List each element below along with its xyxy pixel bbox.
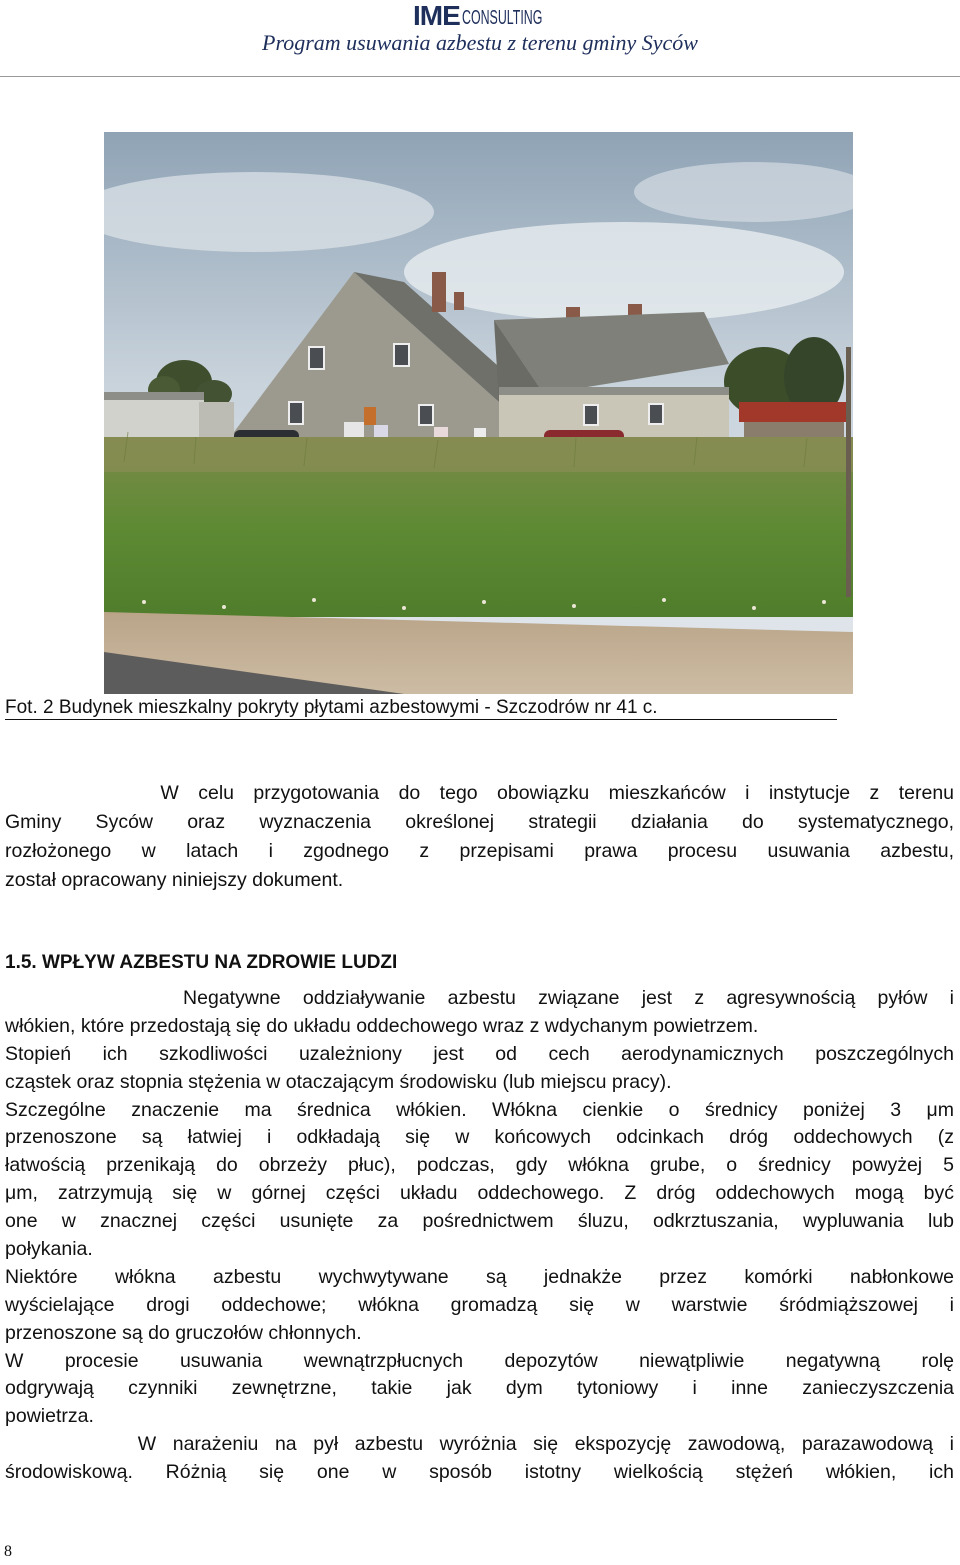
body-line: środowiskową. Różnią się one w sposób istotny wielkością stężeń włókien, ich [5,1461,954,1484]
body-line: cząstek oraz stopnia stężenia w otaczającym środowisku (lub miejscu pracy). [5,1070,672,1093]
body-line: łatwością przenikają do obrzeży płuc), podczas, gdy włókna grube, o średnicy powyżej 5 [5,1154,954,1177]
body-line: Negatywne oddziaływanie azbestu związane jest z agresywnością pyłów i [5,987,954,1009]
photo-caption: Fot. 2 Budynek mieszkalny pokryty płytami azbestowymi - Szczodrów nr 41 c. [5,697,658,718]
intro-line: został opracowany niniejszy dokument. [5,869,344,891]
document-subtitle: Program usuwania azbestu z terenu gminy Syców [262,30,698,55]
body-line: przenoszone są łatwiej i odkładają się w końcowych odcinkach dróg oddechowych (z [5,1126,954,1149]
intro-line: Gminy Syców oraz wyznaczenia określonej strategii działania do systematycznego, [5,811,954,833]
body-line: W narażeniu na pył azbestu wyróżnia się ekspozycję zawodową, parazawodową i [5,1433,954,1456]
ime-consulting-logo [413,2,591,30]
section-body [5,985,954,1487]
intro-paragraph [5,779,954,895]
section-heading: 1.5. WPŁYW AZBESTU NA ZDROWIE LUDZI [5,952,398,973]
intro-line: W celu przygotowania do tego obowiązku mieszkańców i instytucje z terenu [5,782,954,804]
body-line: Szczególne znaczenie ma średnica włókien. Włókna cienkie o średnicy poniżej 3 μm [5,1098,954,1121]
body-line: wyścielające drogi oddechowe; włókna gromadzą się w warstwie śródmiąższowej i [5,1293,954,1316]
body-line: μm, zatrzymują się w górnej części układu oddechowego. Z dróg oddechowych mogą być [5,1182,954,1205]
body-line: odgrywają czynniki zewnętrzne, takie jak dym tytoniowy i inne zanieczyszczenia [5,1377,954,1400]
logo-ime-text: IME [413,0,460,31]
caption-underline [5,719,837,720]
header-divider [0,76,960,77]
intro-line: rozłożonego w latach i zgodnego z przepisami prawa procesu usuwania azbestu, [5,840,954,862]
body-line: przenoszone są do gruczołów chłonnych. [5,1321,362,1344]
building-photo [104,132,853,694]
body-line: Stopień ich szkodliwości uzależniony jest od cech aerodynamicznych poszczególnych [5,1042,954,1065]
body-line: W procesie usuwania wewnątrzpłucnych depozytów niewątpliwie negatywną rolę [5,1349,954,1372]
body-line: Niektóre włókna azbestu wychwytywane są jednakże przez komórki nabłonkowe [5,1265,954,1288]
body-line: one w znacznej części usunięte za pośrednictwem śluzu, odkrztuszania, wypluwania lub [5,1210,954,1233]
body-line: włókien, które przedostają się do układu oddechowego wraz z wdychanym powietrzem. [5,1014,759,1037]
logo-consulting-text: CONSULTING [461,7,543,29]
page-number: 8 [4,1543,12,1560]
body-line: połykania. [5,1238,93,1261]
body-line: powietrza. [5,1405,94,1428]
